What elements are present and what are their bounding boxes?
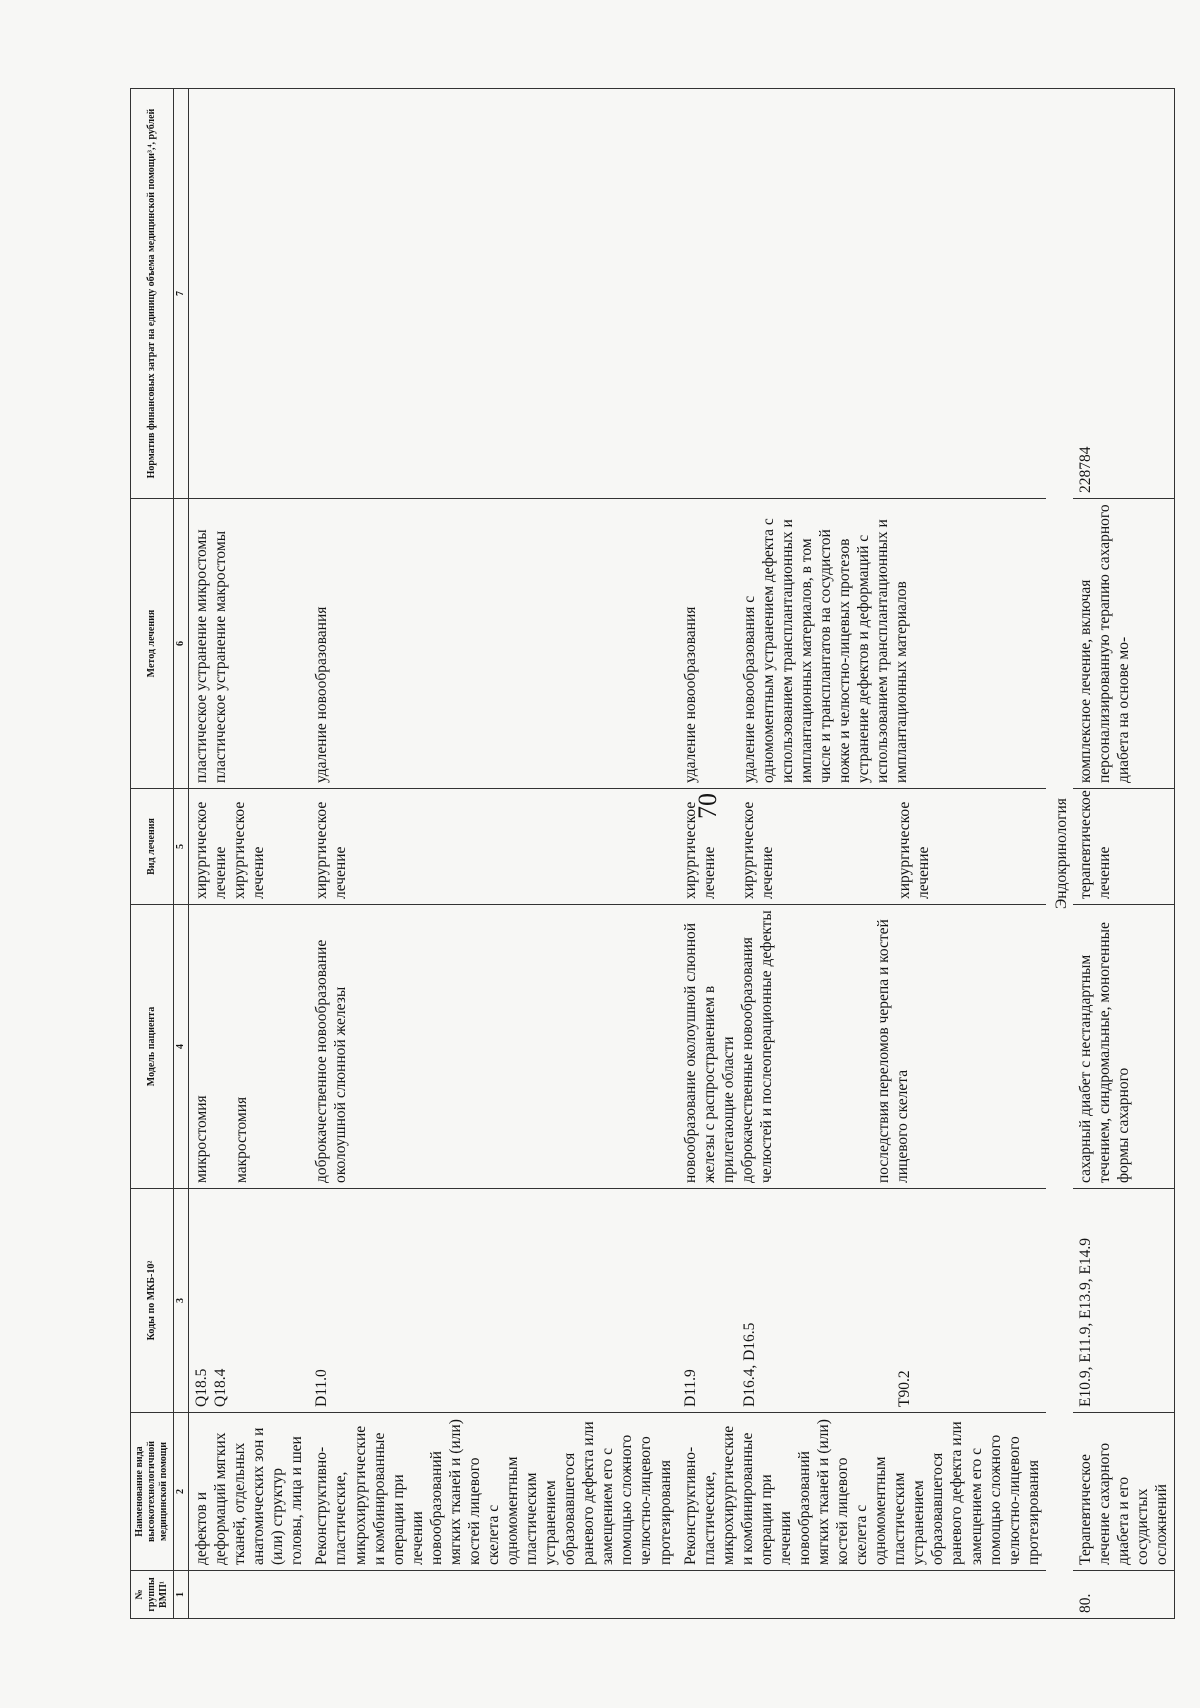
column-number: 2 (174, 1413, 189, 1571)
column-number-row (174, 89, 189, 1619)
cell-patient-model (189, 905, 310, 1189)
rotated-table-sheet (130, 89, 1171, 1619)
section-title: Эндокринология (1046, 89, 1073, 1619)
treatment-method: устранение дефектов и деформаций с использованием трансплантационных и имплантационных материалов (855, 519, 911, 783)
cell-cost-norm: 228784 (1073, 89, 1175, 499)
treatment-method: удаление новообразования (681, 606, 699, 783)
column-number: 4 (174, 905, 189, 1189)
cell-vmp-name: Реконструктивно-пластические, микрохирургические и комбинированные операции при лечении новообразований мягких тканей и (или) костей лицевого скелета с одномоментным пластическим устранением образовавшегося раневого дефекта или замещением его с помощью сложного челюстно-лицевого протезирования (678, 1413, 1046, 1571)
header-group-number: № группы ВМП¹ (131, 1571, 174, 1619)
header-cost-norm: Норматив финансовых затрат на единицу объема медицинской помощи³,⁴, рублей (131, 89, 174, 499)
treatment-method: пластическое устранение микростомы (193, 529, 210, 783)
cell-cost-norm (189, 89, 310, 499)
cell-vmp-name: дефектов и деформаций мягких тканей, отдельных анатомических зон и (или) структур головы, лица и шеи (189, 1413, 310, 1571)
header-vmp-name: Наименование вида высокотехнологичной медицинской помощи (131, 1413, 174, 1571)
table-row (309, 89, 677, 1619)
cell-vmp-name: Реконструктивно-пластические, микрохирургические и комбинированные операции при лечении новообразований мягких тканей и (или) костей лицевого скелета с одномоментным пластическим устранением образовавшегося раневого дефекта или замещением его с помощью сложного челюстно-лицевого протезирования (309, 1413, 677, 1571)
cell-treatment-method: комплексное лечение, включая персонализированную терапию сахарного диабета на основе мо- (1073, 499, 1175, 789)
cell-vmp-name: Терапевтическое лечение сахарного диабета и его сосудистых осложнений (1073, 1413, 1175, 1571)
treatment-type: хирургическое лечение (681, 801, 718, 899)
treatment-method: удаление новообразования с одномоментным устранением дефекта с использованием трансплантационных и имплантационных материалов, в том числе и трансплантатов на сосудистой ножке и челюстно-лицевых протезов (740, 518, 853, 783)
vmp-table (130, 88, 1175, 1619)
header-icd-codes: Коды по МКБ-10² (131, 1189, 174, 1413)
patient-model: макростомия (233, 1096, 251, 1183)
column-number: 1 (174, 1571, 189, 1619)
treatment-type: хирургическое лечение (193, 801, 230, 899)
table-row (189, 89, 310, 1619)
cell-treatment-method (678, 499, 1046, 789)
cell-treatment-method (189, 499, 310, 789)
cell-group-number: 80. (1073, 1571, 1175, 1619)
header-treatment-type: Вид лечения (131, 789, 174, 905)
cell-treatment-method: удаление новообразования (309, 499, 677, 789)
patient-model: новообразование околоушной слюнной железы с распространением в прилегающие области (681, 922, 737, 1183)
header-treatment-method: Метод лечения (131, 499, 174, 789)
cell-icd-codes: E10.9, E11.9, E13.9, E14.9 (1073, 1189, 1175, 1413)
icd-code: Q18.4 (212, 1368, 230, 1407)
cell-icd-codes: D11.0 (309, 1189, 677, 1413)
patient-model: последствия переломов черепа и костей лицевого скелета (874, 919, 911, 1183)
table-row (1073, 89, 1175, 1619)
icd-code: T90.2 (895, 1370, 913, 1407)
cell-group-number (189, 1571, 310, 1619)
treatment-type: хирургическое лечение (231, 801, 268, 899)
column-number: 5 (174, 789, 189, 905)
cell-patient-model: доброкачественное новообразование околоушной слюнной железы (309, 905, 677, 1189)
cell-treatment-type: терапевтическое лечение (1073, 789, 1175, 905)
column-number: 6 (174, 499, 189, 789)
cell-icd-codes (189, 1189, 310, 1413)
cell-icd-codes (678, 1189, 1046, 1413)
cell-treatment-type (189, 789, 310, 905)
treatment-type: хирургическое лечение (739, 801, 776, 899)
cell-patient-model (678, 905, 1046, 1189)
cell-patient-model: сахарный диабет с нестандартным течением, синдромальные, моногенные формы сахарного (1073, 905, 1175, 1189)
section-row (1046, 89, 1073, 1619)
cell-cost-norm (309, 89, 677, 499)
icd-code: D11.9 (681, 1369, 699, 1407)
treatment-method: пластическое устранение макростомы (212, 530, 230, 783)
treatment-type: хирургическое лечение (895, 801, 932, 899)
header-patient-model: Модель пациента (131, 905, 174, 1189)
table-row (678, 89, 1046, 1619)
patient-model: доброкачественные новообразования челюстей и послеоперационные дефекты (738, 910, 775, 1183)
cell-treatment-type (678, 789, 1046, 905)
icd-code: D16.4, D16.5 (740, 1322, 758, 1407)
cell-cost-norm (678, 89, 1046, 499)
page-number: 70 (693, 793, 722, 819)
column-number: 3 (174, 1189, 189, 1413)
column-number: 7 (174, 89, 189, 499)
icd-code: Q18.5 (193, 1368, 210, 1407)
header-row (131, 89, 174, 1619)
cell-group-number (678, 1571, 1046, 1619)
patient-model: микростомия (193, 1095, 210, 1183)
cell-treatment-type: хирургическое лечение (309, 789, 677, 905)
cell-group-number (309, 1571, 677, 1619)
